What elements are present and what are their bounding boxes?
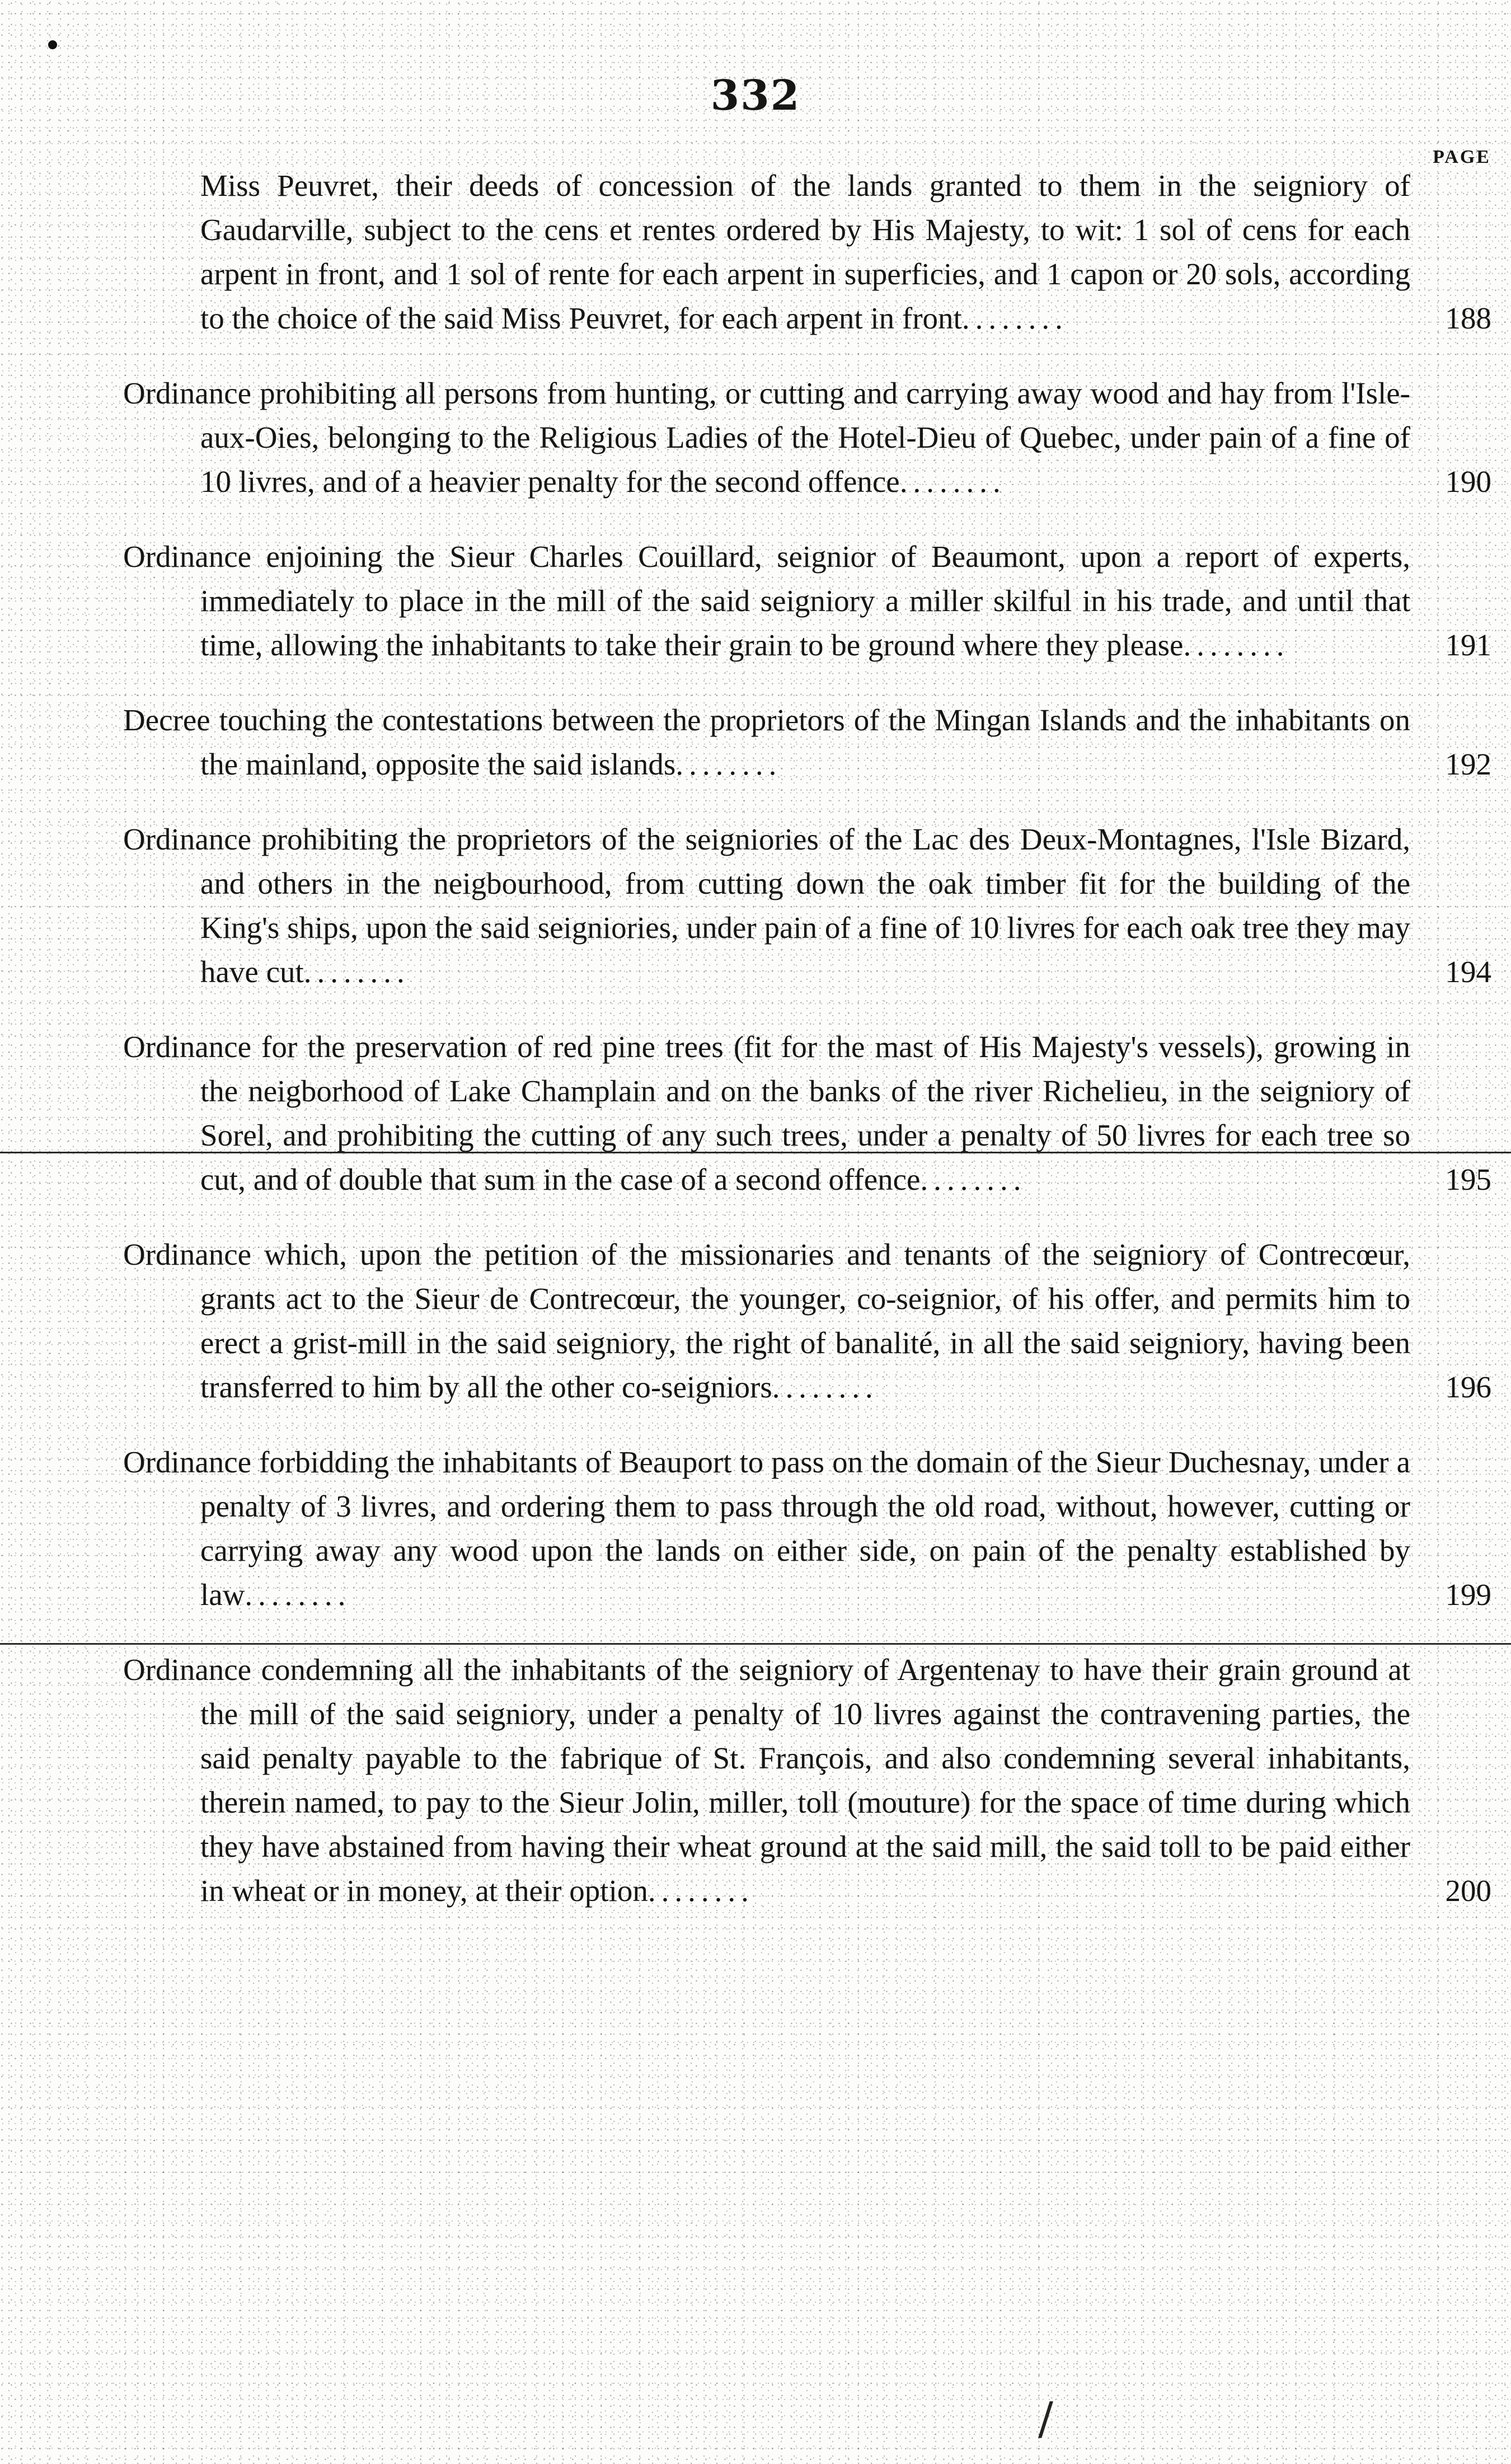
entry-text: Ordinance prohibiting all persons from hunting, or cutting and carrying away wood and hay from l'Isle-aux-Oies, belonging to the Religious Ladies of the Hotel-Dieu of Quebec, under pain of a fine of 10 livres, and of a heavier penalty for the second offence bbox=[123, 376, 1410, 499]
entry-page-number: 192 bbox=[1445, 747, 1491, 781]
entry-text: Ordinance prohibiting the proprietors of the seigniories of the Lac des Deux-Montagnes, l'Isle Bizard, and others in the neigbourhood, from cutting down the oak timber fit for the building of the King's ships, upon the said seigniories, under pain of a fine of 10 livres for each oak tree they may have cut bbox=[123, 822, 1410, 989]
entry-page-number: 199 bbox=[1445, 1578, 1491, 1612]
entry-text: Miss Peuvret, their deeds of concession of the lands granted to them in the seigniory of Gaudarville, subject to the cens et rentes ordered by His Majesty, to wit: 1 sol of cens for each arpent in front, and 1 sol of rente for each arpent in superficies, and 1 capon or 20 sols, according to the choice of the said Miss Peuvret, for each arpent in front bbox=[200, 168, 1410, 335]
entry-page-number: 200 bbox=[1445, 1874, 1491, 1908]
index-entries bbox=[123, 163, 1491, 1944]
entry-text: Ordinance for the preservation of red pine trees (fit for the mast of His Majesty's vessels), growing in the neigborhood of Lake Champlain and on the banks of the river Richelieu, in the seigniory of Sorel, and prohibiting the cutting of any such trees, under a penalty of 50 livres for each tree so cut, and of double that sum in the case of a second offence bbox=[123, 1030, 1410, 1196]
entry-text: Ordinance condemning all the inhabitants of the seigniory of Argentenay to have their grain ground at the mill of the said seigniory, under a penalty of 10 livres against the contravening parties, the said penalty payable to the fabrique of St. François, and also condemning several inhabitants, therein named, to pay to the Sieur Jolin, miller, toll (mouture) for the space of time during which they have abstained from having their wheat ground at the said mill, the said toll to be paid either in wheat or in money, at their option bbox=[123, 1653, 1410, 1908]
index-entry bbox=[123, 817, 1491, 994]
index-entry bbox=[123, 1440, 1491, 1617]
dot-leader: ........ bbox=[647, 1874, 754, 1908]
page-number: 332 bbox=[710, 72, 801, 120]
index-entry bbox=[123, 163, 1491, 340]
entry-page-number: 196 bbox=[1445, 1370, 1491, 1404]
dot-leader: ........ bbox=[920, 1162, 1027, 1196]
dot-leader: ........ bbox=[675, 747, 782, 781]
index-entry bbox=[123, 1025, 1491, 1202]
index-entry bbox=[123, 1648, 1491, 1913]
index-entry bbox=[123, 534, 1491, 667]
pen-mark: / bbox=[1038, 2392, 1053, 2444]
entry-page-number: 195 bbox=[1445, 1162, 1491, 1196]
entry-page-number: 190 bbox=[1445, 464, 1491, 499]
dot-leader: ........ bbox=[303, 955, 410, 989]
dot-leader: ........ bbox=[899, 464, 1006, 499]
entry-text: Ordinance which, upon the petition of the missionaries and tenants of the seigniory of Contrecœur, grants act to the Sieur de Contrecœur, the younger, co-seignior, of his offer, and permits him to erect a grist-mill in the said seigniory, the right of banalité, in all the said seigniory, having been transferred to him by all the other co-seigniors bbox=[123, 1237, 1410, 1404]
index-entry bbox=[123, 1232, 1491, 1409]
entry-page-number: 188 bbox=[1445, 301, 1491, 335]
page-column-label: PAGE bbox=[1433, 147, 1491, 167]
entry-page-number: 191 bbox=[1445, 628, 1491, 662]
index-entry bbox=[123, 698, 1491, 786]
entry-text: Ordinance forbidding the inhabitants of Beauport to pass on the domain of the Sieur Duchesnay, under a penalty of 3 livres, and ordering them to pass through the old road, without, however, cutting or carrying away any wood upon the lands on either side, on pain of the penalty established by law bbox=[123, 1445, 1410, 1612]
dot-leader: ........ bbox=[772, 1370, 879, 1404]
dot-leader: ........ bbox=[961, 301, 1068, 335]
entry-text: Decree touching the contestations between the proprietors of the Mingan Islands and the inhabitants on the mainland, opposite the said islands bbox=[123, 703, 1410, 781]
index-entry bbox=[123, 371, 1491, 504]
dot-leader: ........ bbox=[245, 1578, 351, 1612]
ink-speck bbox=[48, 40, 57, 49]
entry-text: Ordinance enjoining the Sieur Charles Couillard, seignior of Beaumont, upon a report of experts, immediately to place in the mill of the said seigniory a miller skilful in his trade, and until that time, allowing the inhabitants to take their grain to be ground where they please bbox=[123, 539, 1410, 662]
entry-page-number: 194 bbox=[1445, 955, 1491, 989]
dot-leader: ........ bbox=[1183, 628, 1290, 662]
